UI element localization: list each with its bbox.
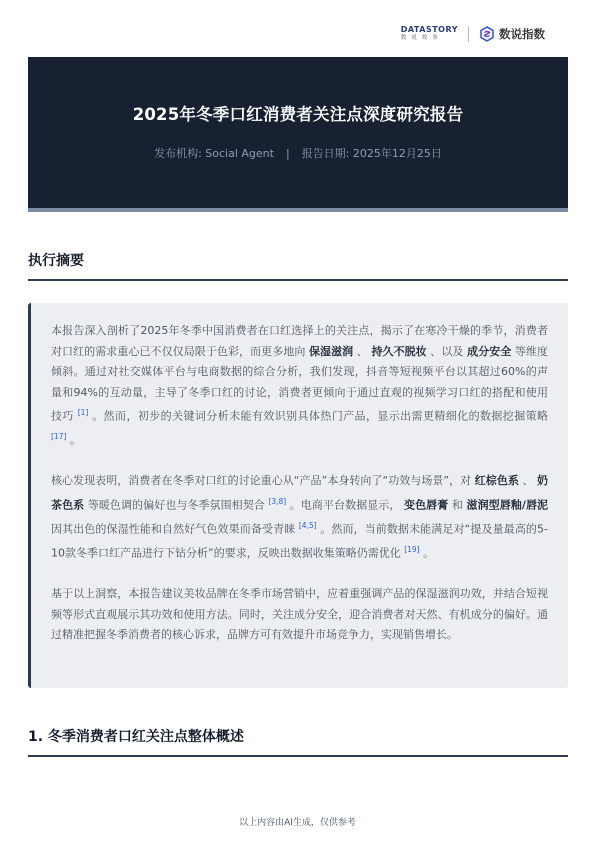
logo-divider bbox=[468, 26, 469, 42]
shuoshuo-logo-text: 数说指数 bbox=[499, 27, 545, 41]
report-date: 报告日期: 2025年12月25日 bbox=[301, 147, 442, 160]
shuoshuo-logo-icon bbox=[479, 26, 495, 42]
shuoshuo-logo bbox=[479, 26, 545, 42]
section-title-summary: 执行摘要 bbox=[28, 250, 568, 281]
highlight-keyword: 保湿滋润 bbox=[309, 344, 354, 358]
report-title: 2025年冬季口红消费者关注点深度研究报告 bbox=[132, 105, 464, 124]
citation-link[interactable]: [1] bbox=[77, 408, 89, 417]
executive-summary bbox=[28, 303, 568, 688]
meta-separator: | bbox=[285, 147, 290, 160]
citation-link[interactable]: [19] bbox=[404, 545, 420, 555]
datastory-logo-text: DATASTORY bbox=[400, 25, 458, 35]
ai-disclaimer-footer: 以上内容由AI生成，仅供参考 bbox=[239, 818, 356, 828]
summary-paragraph-3: 基于以上洞察，本报告建议美妆品牌在冬季市场营销中，应着重强调产品的保湿滋润功效，并结合短视频等形式直观展示其功效和使用方法。同时，关注成分安全，迎合消费者对天然、有机成分的偏好。通过精准把握冬季消费者的核心诉求，品牌方可有效提升市场竞争力，实现销售增长。 bbox=[51, 587, 548, 642]
highlight-keyword: 红棕色系 bbox=[474, 474, 519, 488]
summary-paragraph-2: 核心发现表明，消费者在冬季对口红的讨论重心从“产品”本身转向了“功效与场景”，对 红棕色系 、 奶茶色系 等暖色调的偏好也与冬季氛围相契合 [3,8] 。电商平台数据显示， 变色唇膏 和 滋润型唇釉/唇泥 因其出色的保湿性能和自然好气色效果而备受青睐 [4,5] 。然而，当前数据未能满足对“提及量最高的5-10款冬季口红产品进行下钻分析”的要求，反映出数据收集策略仍需优化 [19] 。 bbox=[51, 474, 549, 560]
datastory-logo-subtext: 数说故事 bbox=[400, 35, 443, 42]
section-title-overview: 1. 冬季消费者口红关注点整体概述 bbox=[28, 726, 568, 757]
report-meta bbox=[28, 145, 568, 161]
citation-link[interactable]: [3,8] bbox=[268, 496, 287, 506]
datastory-logo bbox=[401, 26, 458, 42]
citation-link[interactable]: [17] bbox=[51, 432, 67, 442]
header-logos bbox=[401, 26, 545, 42]
highlight-keyword: 成分安全 bbox=[467, 344, 512, 358]
publisher: 发布机构: Social Agent bbox=[154, 147, 274, 160]
highlight-keyword: 变色唇膏 bbox=[404, 498, 449, 512]
highlight-keyword: 持久不脱妆 bbox=[371, 344, 427, 358]
summary-paragraph-1: 本报告深入剖析了2025年冬季中国消费者在口红选择上的关注点，揭示了在寒冷干燥的季节，消费者对口红的需求重心已不仅仅局限于色彩，而更多地向 保湿滋润 、 持久不脱妆 、以及 成分安全 等维度倾斜。通过对社交媒体平台与电商数据的综合分析，我们发现，抖音等短视频平台以其超过60%的声量和94%的互动量，主导了冬季口红的讨论，消费者更倾向于通过直观的视频学习口红的搭配和使用技巧 [1] 。然而，初步的关键词分析未能有效识别具体热门产品，显示出需更精细化的数据挖掘策略 [17] 。 bbox=[51, 324, 549, 447]
highlight-keyword: 奶茶色系 bbox=[51, 474, 549, 512]
citation-link[interactable]: [4,5] bbox=[298, 520, 317, 530]
report-hero bbox=[28, 57, 568, 212]
highlight-keyword: 滋润型唇釉/唇泥 bbox=[466, 498, 549, 512]
